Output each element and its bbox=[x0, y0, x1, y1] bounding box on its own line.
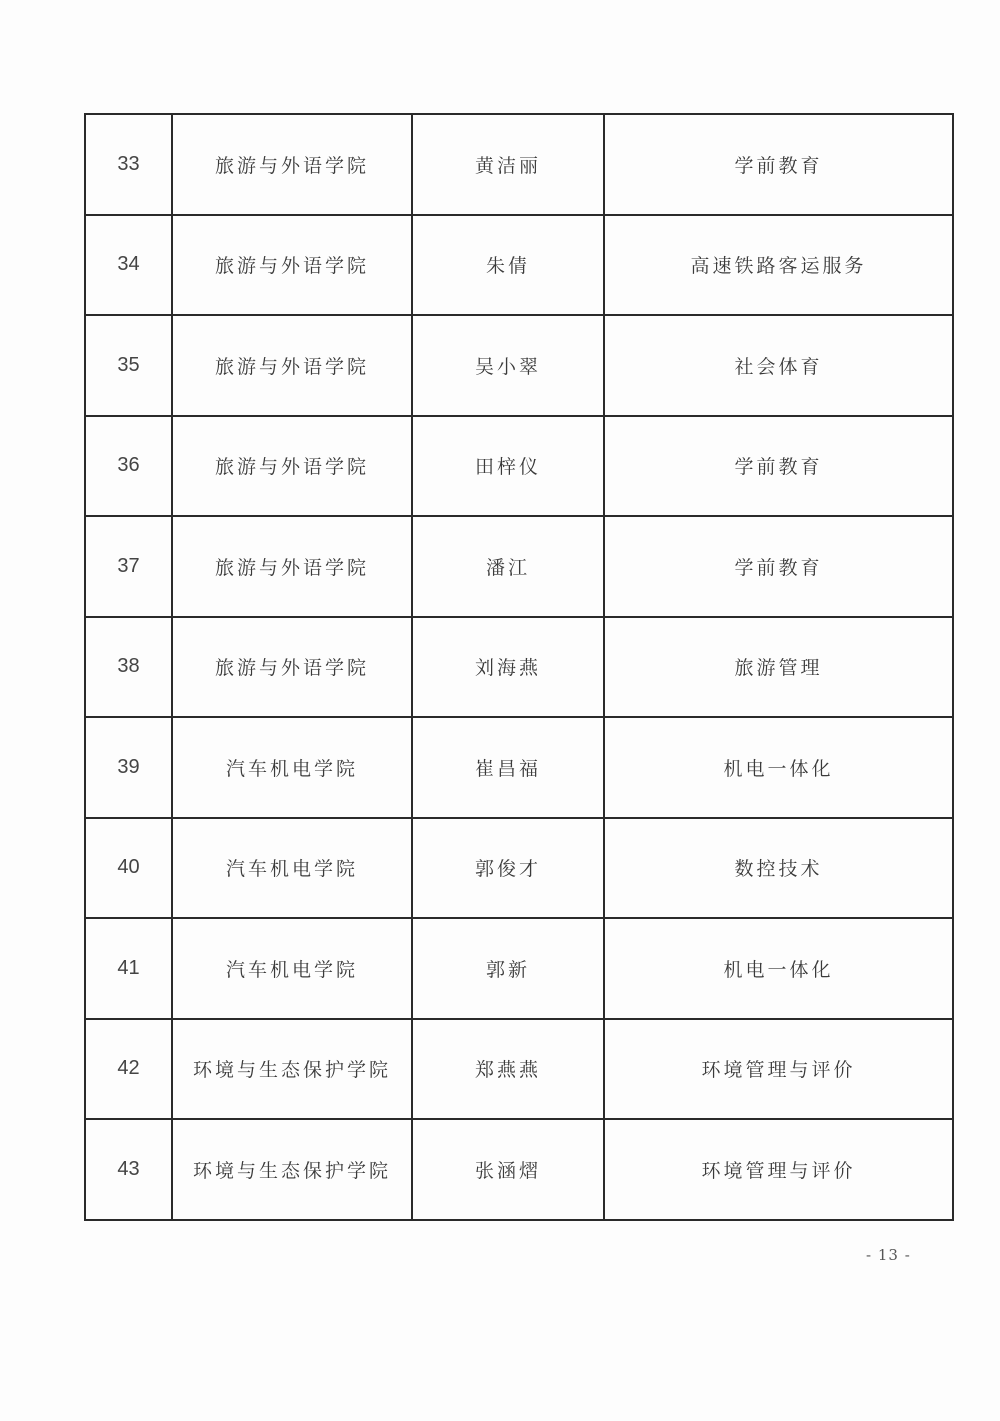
college-cell: 旅游与外语学院 bbox=[172, 114, 412, 215]
row-number: 37 bbox=[85, 516, 172, 617]
row-number: 43 bbox=[85, 1119, 172, 1220]
college-cell: 旅游与外语学院 bbox=[172, 416, 412, 517]
table-row bbox=[85, 717, 953, 818]
table-row bbox=[85, 617, 953, 718]
name-cell: 郭新 bbox=[412, 918, 604, 1019]
row-number: 41 bbox=[85, 918, 172, 1019]
row-number: 38 bbox=[85, 617, 172, 718]
college-cell: 环境与生态保护学院 bbox=[172, 1119, 412, 1220]
table-row bbox=[85, 215, 953, 316]
college-cell: 汽车机电学院 bbox=[172, 818, 412, 919]
name-cell: 黄洁丽 bbox=[412, 114, 604, 215]
table-row bbox=[85, 1119, 953, 1220]
major-cell: 高速铁路客运服务 bbox=[604, 215, 953, 316]
table-row bbox=[85, 416, 953, 517]
college-cell: 旅游与外语学院 bbox=[172, 516, 412, 617]
major-cell: 社会体育 bbox=[604, 315, 953, 416]
major-cell: 环境管理与评价 bbox=[604, 1019, 953, 1120]
major-cell: 学前教育 bbox=[604, 416, 953, 517]
table-row bbox=[85, 516, 953, 617]
name-cell: 朱倩 bbox=[412, 215, 604, 316]
page-number: - 13 - bbox=[866, 1246, 911, 1264]
major-cell: 机电一体化 bbox=[604, 918, 953, 1019]
college-cell: 汽车机电学院 bbox=[172, 717, 412, 818]
roster-table bbox=[84, 113, 954, 1221]
table-row bbox=[85, 1019, 953, 1120]
major-cell: 数控技术 bbox=[604, 818, 953, 919]
major-cell: 机电一体化 bbox=[604, 717, 953, 818]
row-number: 40 bbox=[85, 818, 172, 919]
college-cell: 旅游与外语学院 bbox=[172, 315, 412, 416]
name-cell: 郭俊才 bbox=[412, 818, 604, 919]
row-number: 42 bbox=[85, 1019, 172, 1120]
table-row bbox=[85, 114, 953, 215]
name-cell: 郑燕燕 bbox=[412, 1019, 604, 1120]
name-cell: 刘海燕 bbox=[412, 617, 604, 718]
major-cell: 学前教育 bbox=[604, 114, 953, 215]
table-row bbox=[85, 315, 953, 416]
major-cell: 环境管理与评价 bbox=[604, 1119, 953, 1220]
name-cell: 崔昌福 bbox=[412, 717, 604, 818]
name-cell: 吴小翠 bbox=[412, 315, 604, 416]
college-cell: 环境与生态保护学院 bbox=[172, 1019, 412, 1120]
row-number: 39 bbox=[85, 717, 172, 818]
row-number: 36 bbox=[85, 416, 172, 517]
name-cell: 潘江 bbox=[412, 516, 604, 617]
table-row bbox=[85, 818, 953, 919]
college-cell: 汽车机电学院 bbox=[172, 918, 412, 1019]
roster-table-body bbox=[85, 114, 953, 1220]
major-cell: 学前教育 bbox=[604, 516, 953, 617]
row-number: 35 bbox=[85, 315, 172, 416]
row-number: 33 bbox=[85, 114, 172, 215]
name-cell: 田梓仪 bbox=[412, 416, 604, 517]
name-cell: 张涵熠 bbox=[412, 1119, 604, 1220]
table-row bbox=[85, 918, 953, 1019]
row-number: 34 bbox=[85, 215, 172, 316]
college-cell: 旅游与外语学院 bbox=[172, 617, 412, 718]
college-cell: 旅游与外语学院 bbox=[172, 215, 412, 316]
major-cell: 旅游管理 bbox=[604, 617, 953, 718]
